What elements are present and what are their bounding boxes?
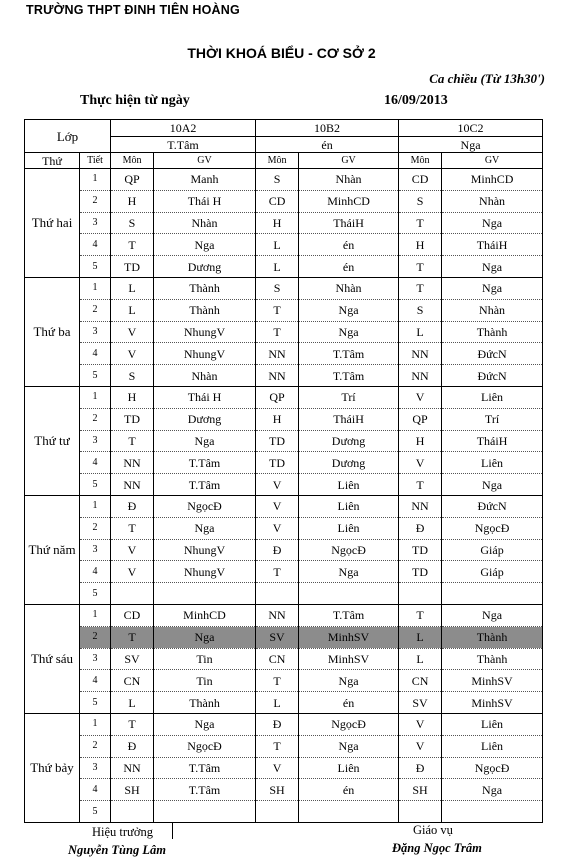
- subject-cell: CN: [111, 670, 154, 692]
- subject-cell: T: [111, 517, 154, 539]
- subject-cell: V: [256, 495, 299, 517]
- subject-cell: SV: [111, 648, 154, 670]
- day-label: Thứ tư: [25, 386, 80, 495]
- teacher-cell: NhungV: [154, 321, 256, 343]
- teacher-cell: MinhCD: [442, 169, 543, 191]
- subject-cell: L: [256, 256, 299, 278]
- teacher-cell: NgọcĐ: [442, 757, 543, 779]
- timetable-row: [25, 692, 543, 714]
- teacher-cell: én: [299, 692, 399, 714]
- timetable-row: [25, 256, 543, 278]
- subject-cell: L: [399, 648, 442, 670]
- subject-cell: NN: [111, 452, 154, 474]
- subject-cell: V: [111, 539, 154, 561]
- period-number: 1: [80, 169, 111, 191]
- subject-cell: SH: [256, 779, 299, 801]
- subject-cell: [111, 801, 154, 823]
- subject-cell: SV: [399, 692, 442, 714]
- period-number: 3: [80, 430, 111, 452]
- subject-cell: SH: [399, 779, 442, 801]
- timetable-row: [25, 626, 543, 648]
- teacher-cell: Liên: [299, 757, 399, 779]
- period-number: 3: [80, 321, 111, 343]
- teacher-cell: Trí: [442, 408, 543, 430]
- teacher-cell: Nhàn: [154, 365, 256, 387]
- subject-cell: SH: [111, 779, 154, 801]
- page-title: THỜI KHOÁ BIỂU - CƠ SỞ 2: [187, 45, 376, 61]
- teacher-cell: én: [299, 256, 399, 278]
- timetable-row: [25, 321, 543, 343]
- period-number: 2: [80, 190, 111, 212]
- period-number: 4: [80, 779, 111, 801]
- teacher-cell: ĐứcN: [442, 495, 543, 517]
- subject-cell: QP: [256, 386, 299, 408]
- subject-cell: L: [111, 277, 154, 299]
- subject-cell: T: [111, 626, 154, 648]
- subject-cell: S: [111, 365, 154, 387]
- timetable-row: [25, 212, 543, 234]
- teacher-cell: MinhSV: [442, 692, 543, 714]
- timetable-row: [25, 648, 543, 670]
- teacher-cell: NhungV: [154, 343, 256, 365]
- day-column-header: Thứ: [25, 153, 80, 169]
- teacher-cell: Liên: [442, 452, 543, 474]
- period-number: 5: [80, 474, 111, 496]
- subject-cell: [399, 801, 442, 823]
- teacher-cell: Nga: [154, 626, 256, 648]
- subject-cell: V: [111, 343, 154, 365]
- subject-cell: T: [256, 321, 299, 343]
- teacher-cell: NhungV: [154, 539, 256, 561]
- teacher-cell: TháiH: [442, 234, 543, 256]
- period-number: 3: [80, 648, 111, 670]
- timetable-row: [25, 386, 543, 408]
- subject-cell: [256, 583, 299, 605]
- teacher-cell: Thái H: [154, 386, 256, 408]
- subject-cell: T: [256, 299, 299, 321]
- subject-column-header: Môn: [111, 153, 154, 169]
- teacher-cell: NhungV: [154, 561, 256, 583]
- timetable-row: [25, 539, 543, 561]
- homeroom-teacher: T.Tâm: [111, 137, 256, 153]
- teacher-cell: Nga: [299, 321, 399, 343]
- subject-cell: V: [111, 321, 154, 343]
- period-number: 2: [80, 517, 111, 539]
- subject-cell: [399, 583, 442, 605]
- subject-cell: T: [399, 212, 442, 234]
- period-number: 2: [80, 735, 111, 757]
- subject-cell: NN: [399, 365, 442, 387]
- teacher-cell: MinhSV: [299, 626, 399, 648]
- day-label: Thứ năm: [25, 495, 80, 604]
- timetable-row: [25, 234, 543, 256]
- day-label: Thứ ba: [25, 277, 80, 386]
- subject-cell: V: [111, 561, 154, 583]
- period-number: 1: [80, 495, 111, 517]
- signature-divider: [172, 823, 173, 839]
- teacher-cell: ĐứcN: [442, 365, 543, 387]
- teacher-cell: Giáp: [442, 561, 543, 583]
- academic-staff-name: Đặng Ngọc Trâm: [392, 841, 482, 855]
- subject-cell: T: [111, 234, 154, 256]
- period-number: 4: [80, 561, 111, 583]
- teacher-cell: én: [299, 779, 399, 801]
- teacher-cell: MinhSV: [442, 670, 543, 692]
- subject-cell: T: [399, 256, 442, 278]
- effective-from-label: Thực hiện từ ngày: [80, 93, 190, 108]
- subject-cell: H: [111, 190, 154, 212]
- subject-cell: S: [399, 299, 442, 321]
- teacher-cell: Nhàn: [442, 299, 543, 321]
- timetable-row: [25, 365, 543, 387]
- teacher-cell: Trí: [299, 386, 399, 408]
- teacher-cell: T.Tâm: [154, 452, 256, 474]
- period-number: 4: [80, 234, 111, 256]
- subject-cell: Đ: [111, 495, 154, 517]
- teacher-cell: Thành: [442, 321, 543, 343]
- teacher-cell: Liên: [442, 735, 543, 757]
- subject-cell: T: [256, 670, 299, 692]
- teacher-column-header: GV: [442, 153, 543, 169]
- subject-cell: Đ: [399, 517, 442, 539]
- teacher-cell: Nga: [299, 670, 399, 692]
- subject-cell: SV: [256, 626, 299, 648]
- teacher-cell: [299, 801, 399, 823]
- timetable-row: [25, 474, 543, 496]
- period-number: 5: [80, 583, 111, 605]
- teacher-cell: Thành: [442, 626, 543, 648]
- timetable-row: [25, 801, 543, 823]
- subject-cell: CD: [111, 604, 154, 626]
- teacher-cell: NgọcĐ: [299, 713, 399, 735]
- teacher-cell: Nga: [442, 277, 543, 299]
- class-header-label: Lớp: [25, 120, 111, 153]
- subject-cell: NN: [111, 757, 154, 779]
- teacher-cell: MinhCD: [299, 190, 399, 212]
- subject-cell: S: [111, 212, 154, 234]
- teacher-cell: Nhàn: [442, 190, 543, 212]
- day-label: Thứ sáu: [25, 604, 80, 713]
- teacher-cell: [154, 801, 256, 823]
- teacher-cell: Thành: [154, 692, 256, 714]
- teacher-cell: Nhàn: [299, 169, 399, 191]
- teacher-cell: Nhàn: [299, 277, 399, 299]
- period-number: 5: [80, 256, 111, 278]
- period-number: 1: [80, 277, 111, 299]
- class-name: 10C2: [399, 120, 543, 137]
- teacher-cell: Thành: [442, 648, 543, 670]
- subject-cell: L: [399, 321, 442, 343]
- subject-cell: TD: [111, 408, 154, 430]
- subject-cell: L: [111, 692, 154, 714]
- teacher-cell: Nga: [154, 517, 256, 539]
- subject-cell: CD: [256, 190, 299, 212]
- teacher-column-header: GV: [154, 153, 256, 169]
- teacher-cell: [299, 583, 399, 605]
- subject-cell: TD: [399, 561, 442, 583]
- subject-cell: TD: [256, 452, 299, 474]
- subject-cell: H: [256, 212, 299, 234]
- period-number: 3: [80, 539, 111, 561]
- subject-cell: T: [399, 474, 442, 496]
- subject-cell: H: [111, 386, 154, 408]
- timetable-row: [25, 670, 543, 692]
- teacher-cell: MinhCD: [154, 604, 256, 626]
- subject-cell: NN: [399, 343, 442, 365]
- timetable-row: [25, 604, 543, 626]
- teacher-cell: Nga: [299, 561, 399, 583]
- subject-cell: NN: [111, 474, 154, 496]
- subject-cell: T: [399, 604, 442, 626]
- timetable-row: [25, 713, 543, 735]
- subject-cell: V: [256, 757, 299, 779]
- subject-cell: NN: [256, 604, 299, 626]
- period-number: 5: [80, 692, 111, 714]
- teacher-cell: T.Tâm: [299, 343, 399, 365]
- teacher-cell: Tin: [154, 670, 256, 692]
- subject-cell: T: [399, 277, 442, 299]
- teacher-cell: Dương: [299, 452, 399, 474]
- period-number: 4: [80, 343, 111, 365]
- teacher-cell: [154, 583, 256, 605]
- teacher-cell: Liên: [299, 517, 399, 539]
- teacher-cell: Liên: [442, 386, 543, 408]
- timetable-row: [25, 583, 543, 605]
- period-number: 1: [80, 713, 111, 735]
- teacher-cell: TháiH: [299, 408, 399, 430]
- subject-cell: H: [256, 408, 299, 430]
- subject-cell: T: [111, 713, 154, 735]
- subject-cell: L: [111, 299, 154, 321]
- subject-cell: CN: [256, 648, 299, 670]
- timetable-row: [25, 735, 543, 757]
- teacher-column-header: GV: [299, 153, 399, 169]
- timetable-row: [25, 517, 543, 539]
- teacher-cell: Dương: [299, 430, 399, 452]
- subject-cell: Đ: [111, 735, 154, 757]
- subject-cell: L: [256, 692, 299, 714]
- teacher-cell: Tin: [154, 648, 256, 670]
- timetable-row: [25, 299, 543, 321]
- teacher-cell: Nga: [154, 430, 256, 452]
- subject-column-header: Môn: [256, 153, 299, 169]
- subject-cell: [256, 801, 299, 823]
- teacher-cell: T.Tâm: [299, 365, 399, 387]
- subject-cell: V: [256, 474, 299, 496]
- subject-cell: TD: [399, 539, 442, 561]
- teacher-cell: Nga: [299, 299, 399, 321]
- subject-cell: NN: [399, 495, 442, 517]
- teacher-cell: NgọcĐ: [299, 539, 399, 561]
- subject-cell: NN: [256, 343, 299, 365]
- subject-cell: V: [399, 713, 442, 735]
- timetable-row: [25, 343, 543, 365]
- day-label: Thứ hai: [25, 169, 80, 278]
- timetable-row: [25, 452, 543, 474]
- period-number: 3: [80, 757, 111, 779]
- teacher-cell: T.Tâm: [154, 474, 256, 496]
- teacher-cell: TháiH: [442, 430, 543, 452]
- teacher-cell: Nga: [299, 735, 399, 757]
- teacher-cell: Nga: [442, 779, 543, 801]
- effective-date: 16/09/2013: [384, 93, 448, 108]
- subject-cell: TD: [256, 430, 299, 452]
- teacher-cell: Manh: [154, 169, 256, 191]
- teacher-cell: Nga: [442, 604, 543, 626]
- subject-cell: H: [399, 430, 442, 452]
- teacher-cell: NgọcĐ: [154, 495, 256, 517]
- period-number: 5: [80, 801, 111, 823]
- teacher-cell: Nga: [442, 474, 543, 496]
- class-name: 10A2: [111, 120, 256, 137]
- principal-title: Hiệu trưởng: [92, 825, 153, 839]
- teacher-cell: MinhSV: [299, 648, 399, 670]
- teacher-cell: Liên: [442, 713, 543, 735]
- period-number: 5: [80, 365, 111, 387]
- period-number: 4: [80, 452, 111, 474]
- teacher-cell: Nga: [442, 256, 543, 278]
- subject-cell: TD: [111, 256, 154, 278]
- subject-cell: T: [111, 430, 154, 452]
- academic-staff-title: Giáo vụ: [413, 823, 453, 837]
- subject-cell: S: [399, 190, 442, 212]
- subject-column-header: Môn: [399, 153, 442, 169]
- timetable-row: [25, 757, 543, 779]
- timetable-row: [25, 561, 543, 583]
- subject-cell: Đ: [256, 539, 299, 561]
- subject-cell: [111, 583, 154, 605]
- teacher-cell: Dương: [154, 408, 256, 430]
- subject-cell: L: [399, 626, 442, 648]
- teacher-cell: Nga: [154, 713, 256, 735]
- homeroom-teacher: Nga: [399, 137, 543, 153]
- timetable-row: [25, 169, 543, 191]
- shift-label: Ca chiều (Từ 13h30'): [429, 71, 545, 86]
- teacher-cell: Liên: [299, 474, 399, 496]
- day-label: Thứ bảy: [25, 713, 80, 822]
- period-number: 2: [80, 408, 111, 430]
- subject-cell: V: [256, 517, 299, 539]
- subject-cell: V: [399, 386, 442, 408]
- subject-cell: S: [256, 277, 299, 299]
- period-number: 1: [80, 604, 111, 626]
- timetable-row: [25, 408, 543, 430]
- subject-cell: NN: [256, 365, 299, 387]
- subject-cell: Đ: [399, 757, 442, 779]
- subject-cell: V: [399, 452, 442, 474]
- period-number: 4: [80, 670, 111, 692]
- subject-cell: V: [399, 735, 442, 757]
- period-number: 2: [80, 299, 111, 321]
- teacher-cell: NgọcĐ: [154, 735, 256, 757]
- teacher-cell: Dương: [154, 256, 256, 278]
- subject-cell: L: [256, 234, 299, 256]
- teacher-cell: T.Tâm: [299, 604, 399, 626]
- teacher-cell: Liên: [299, 495, 399, 517]
- subject-cell: CN: [399, 670, 442, 692]
- teacher-cell: én: [299, 234, 399, 256]
- timetable-row: [25, 779, 543, 801]
- teacher-cell: Thành: [154, 277, 256, 299]
- period-number: 3: [80, 212, 111, 234]
- subject-cell: QP: [399, 408, 442, 430]
- teacher-cell: [442, 583, 543, 605]
- teacher-cell: Thành: [154, 299, 256, 321]
- timetable-row: [25, 190, 543, 212]
- teacher-cell: [442, 801, 543, 823]
- teacher-cell: Thái H: [154, 190, 256, 212]
- subject-cell: T: [256, 561, 299, 583]
- subject-cell: CD: [399, 169, 442, 191]
- school-name: TRƯỜNG THPT ĐINH TIÊN HOÀNG: [26, 3, 240, 17]
- homeroom-teacher: én: [256, 137, 399, 153]
- period-column-header: Tiết: [80, 153, 111, 169]
- timetable: [24, 119, 543, 823]
- teacher-cell: Nga: [154, 234, 256, 256]
- subject-cell: T: [256, 735, 299, 757]
- teacher-cell: Giáp: [442, 539, 543, 561]
- period-number: 2: [80, 626, 111, 648]
- timetable-row: [25, 277, 543, 299]
- principal-name: Nguyễn Tùng Lâm: [68, 843, 166, 857]
- subject-cell: QP: [111, 169, 154, 191]
- period-number: 1: [80, 386, 111, 408]
- class-name: 10B2: [256, 120, 399, 137]
- teacher-cell: Nga: [442, 212, 543, 234]
- teacher-cell: Nhàn: [154, 212, 256, 234]
- teacher-cell: TháiH: [299, 212, 399, 234]
- teacher-cell: NgọcĐ: [442, 517, 543, 539]
- timetable-row: [25, 430, 543, 452]
- teacher-cell: T.Tâm: [154, 757, 256, 779]
- subject-cell: S: [256, 169, 299, 191]
- teacher-cell: ĐứcN: [442, 343, 543, 365]
- timetable-row: [25, 495, 543, 517]
- teacher-cell: T.Tâm: [154, 779, 256, 801]
- subject-cell: Đ: [256, 713, 299, 735]
- subject-cell: H: [399, 234, 442, 256]
